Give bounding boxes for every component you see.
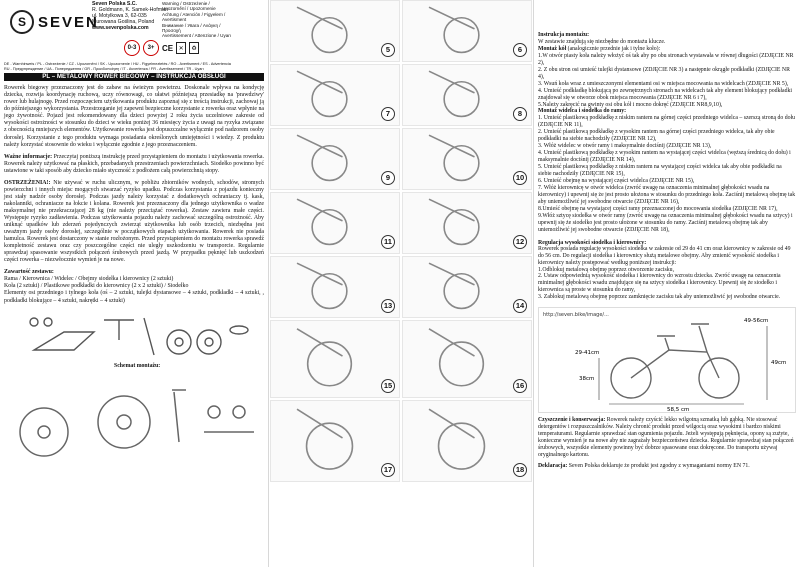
dim-seat-min: 38cm	[579, 376, 595, 383]
step-number: 11	[381, 235, 395, 249]
step-photo-16	[402, 320, 532, 398]
recycle-icon: ♻	[189, 42, 199, 54]
tools-note: W zestawie znajdują się niezbędne do montażu klucze.	[538, 38, 666, 45]
step-number: 17	[381, 463, 395, 477]
dim-seat-range: 29-41cm	[575, 350, 600, 357]
important-paragraph	[4, 154, 264, 175]
step-photo-9	[270, 128, 400, 190]
declaration-text: Seven Polska deklaruje że produkt jest zgodny z wymaganiami normy EN 71.	[568, 462, 750, 469]
step-illustration	[403, 65, 532, 127]
frame-step: 3. Włóż widelec w otwór ramy i maksymalnie dociśnij (ZDJĘCIE NR 13),	[538, 143, 712, 150]
step-photo-15	[270, 320, 400, 398]
step-illustration	[403, 1, 532, 63]
frame-step: 4. Umieść plastikową podkładkę z wysokim rantem na wystającej części widelca (węższą średnicą do dołu) i maksymalnie dociśnij (ZDJĘCIE NR 14),	[538, 150, 791, 164]
kit-paragraph	[4, 269, 264, 304]
certification-icons	[124, 40, 199, 56]
cleaning-paragraph	[538, 417, 796, 459]
company-owners: R. Goldmann, K. Samek-Hofman	[92, 7, 168, 13]
lang-line: Warning / Ostrzeżenie / Upozornění / Upozornenie	[162, 1, 216, 12]
step-photo-18	[402, 400, 532, 482]
step-photo-17	[270, 400, 400, 482]
kit-line: Rama / Kierownica / Widelec / Obejmy siodełka i kierownicy (2 sztuki)	[4, 276, 174, 283]
step-number: 13	[381, 299, 395, 313]
cleaning-label: Czyszczenie i konserwacja:	[538, 417, 606, 424]
company-web: www.sevenpolska.com	[92, 25, 149, 31]
frame-step: 1. Umieść plastikową podkładkę z niskim rantem na górnej części przedniego widelca – szerszą stroną do dołu (ZDJĘCIE NR 11),	[538, 115, 796, 129]
step-number: 10	[513, 171, 527, 185]
company-address: ul. Motylkowa 3, 62-035	[92, 13, 147, 19]
step-photo-8	[402, 64, 532, 126]
warning-text: Nie używać w ruchu ulicznym, w pobliżu zbiorników wodnych, schodów, stromych powierzchni i innych miejsc mogących stwarzać ryzyko upadku. Podczas korzystania z pojazdu konieczny jest stały nadzór osoby dorosłej. Podczas jazdy należy korzystać z dodatkowych ochraniaczy tj. kask, nakolanniki, ochraniacze na łokcie i kolana. Rowerek jest przeznaczony dla jednego użytkownika o wadze maksymalnej nie przekraczającej 28 kg (nie należy przeciążać rowerka). Zestaw zawiera małe części. Występuje ryzyko zadławienia. Podczas użytkowania pojazdu należy zachować szczególną ostrożność. Aby uniknąć upadków lub zderzeń pojedynczych zwierząt użytkownika lub osób trzecich, niezbędna jest uważnym jazdy osoby dorosłej, szczególnie w początkowych etapach użytkowania. Rowerek nie posiada hamulca. Rowerek jest dostarczony w stanie rozłożonym. Przed przystąpieniem do montażu rowerka sprawdź kompletność zestawu oraz czy poszczególne części nie uległy uszkodzeniu w transporcie. Regularnie sprawdzaj spasowanie wszystkich połączeń śrubowych przed jazdą. W przypadku pęknięć lub uszkodzeń części rowerka – niezwłocznie wymień je na nowe.	[4, 179, 264, 264]
dim-handle-range: 49-56cm	[744, 318, 769, 325]
step-illustration	[403, 193, 532, 255]
declaration-paragraph	[538, 463, 796, 470]
lang-line: Achtung / Atención / Figyelem / Avertisment	[162, 11, 226, 23]
parts-drawing	[4, 310, 264, 370]
wheels-heading	[538, 46, 796, 53]
step-illustration	[403, 257, 532, 319]
kit-line: Koła (2 sztuki) / Plastikowe podkładki do kierownicy (2 x 2 sztuki) / Siodełko	[4, 283, 189, 290]
step-photo-14	[402, 256, 532, 318]
step-number: 12	[513, 235, 527, 249]
important-text: Przeczytaj poniższą instrukcję przed przystąpieniem do montażu i użytkowania rowerka. Rowerek należy użytkować na płaskich, przebadanych przestrzeniach powierzchniach. Siodełko powinno być ustawione w taki sposób aby dziecko miało styczność z podłożem całą powierzchnią stopy.	[4, 153, 264, 174]
dim-height: 49cm	[771, 360, 787, 367]
dim-url: http://seven.bike/image/...	[543, 312, 609, 319]
dim-length: 58,5 cm	[667, 407, 690, 413]
company-city: Murowana Goślina, Poland	[92, 19, 155, 25]
warning-languages	[162, 1, 234, 39]
step-photo-7	[270, 64, 400, 126]
intro-paragraph: Rowerek biegowy przeznaczony jest do zabaw na świeżym powietrzu. Doskonale wpływa na kondycję dziecka, rozwija koordynację ruchową, uczy równowagi, co ułatwi późniejszą przesiadkę na 'prawdziwy' rower lub hulajnogę. Przed rozpoczęciem użytkowania produktu zapoznaj się z treścią instrukcji, zachowaj ją do późniejszego wykorzystania. Przestrzeganie jej zapewni bezpieczne korzystanie z rowerka oraz wpłynie na jego żywotność. Pojazd jest rekomendowany dla dzieci powyżej 2 roku życia uczelniowe zakresie od wysokości ostrożności w stosunku do dzieci w wieku poniżej 36 miesięcy życia z uwagi na ryzyka związane z obecnością mniejszych elementów. Użytkowanie rowerka jest dopuszczalne wyłącznie pod nadzorem osoby dorosłej. Korzystanie z tego produktu wymaga posiadania określonych umiejętności i wiedzy. Z produktu należy korzystać stosownie do wieku i wyłącznie zgodnie z jego przeznaczeniem.	[4, 85, 264, 148]
age-recommend-icon: 3+	[143, 40, 159, 56]
multilang-warning: DE - Warnhinweis / PL - Ostrzeżenie / CZ - Upozornění / SK - Upozornenie / HU - Figyelmeztetés / RO - Avertisment / ES - Advertencia	[4, 62, 231, 66]
dimension-diagram	[538, 307, 796, 413]
lang-line: Внимание / Увага / Ανάγκη / Προσοχή	[162, 22, 221, 34]
lang-line: Avertissement / Attenzione / Uyarı	[162, 33, 232, 39]
wheels-step: 3. Wsuń koła wraz z umieszczonymi elementami osi w miejsca mocowania na widelcach (ZDJĘCIE NR 5),	[538, 80, 789, 87]
brand-name: SEVEN	[38, 13, 99, 31]
bike-dimension-drawing	[539, 308, 795, 412]
wheels-label: Montaż kół	[538, 45, 567, 52]
step-illustration	[403, 129, 532, 191]
declaration-label: Deklaracja:	[538, 462, 568, 469]
scheme-label: Schemat montażu:	[114, 362, 161, 369]
age-warning-icon: 0-3	[124, 40, 140, 56]
step-photo-5	[270, 0, 400, 62]
step-photo-6	[402, 0, 532, 62]
step-number: 8	[513, 107, 527, 121]
wheels-step: 1.W otwór piasty koła należy włożyć oś tak aby po obu stronach wystawała w równej długości (ZDJĘCIE NR 2),	[538, 52, 794, 66]
parts-illustration	[4, 310, 264, 369]
step-photo-10	[402, 128, 532, 190]
height-step: 1.Odblokuj metalową obejmę poprzez otworzenie zacisku,	[538, 266, 675, 273]
wheels-step: 2. Z obu stron osi umieść tulejki dystansowe (ZDJĘCIE NR 3) a następnie okrągłe podkładki (ZDJĘCIE NR 4),	[538, 66, 790, 80]
frame-step: 2. Umieść plastikową podkładkę z wysokim rantem na górnej części przedniego widelca, tak aby obie podkładki na siebie nachodziły (ZDJĘCIE NR 12),	[538, 129, 775, 143]
seven-logo-icon: S	[10, 10, 34, 34]
frame-step: 8.Umieść obejmę na wystającej części ramy przeznaczonej do mocowania siodełka (ZDJĘCIE NR 17),	[538, 205, 778, 212]
step-number: 18	[513, 463, 527, 477]
frame-heading: Montaż widelca i siodełka do ramy:	[538, 108, 627, 115]
header	[4, 0, 264, 62]
cleaning-text: Rowerek należy czyścić lekko wilgotną szmatką lub gąbką. Nie stosować detergentów i rozpuszczalników. Należy chronić produkt przed wilgocią oraz wysokimi i bardzo niskimi temperaturami. Regularnie sprawdzać stan ogumienia pojazdu. Jeżeli występują pęknięcia, opony są zużyte, konieczne wymień je na nowe aby nie zagrażały bezpieczeństwu dziecka. Regularnie sprawdzaj stan połączeń śrubowych, wszystkie elementy powinny być dobrze spasowane oraz dokręcone. Do transportu używaj oryginalnego kartonu.	[538, 417, 794, 459]
step-photo-13	[270, 256, 400, 318]
step-number: 9	[381, 171, 395, 185]
frame-step: 9.Włóż sztycę siodełka w otwór ramy (zwróć uwagę na oznaczenia minimalnej głębokości wsadu na sztycy) i upewnij się że siodełko jest prosto ułożone w stosunku do ramy. Zaciśnij metalową obejmę tak aby uniemożliwić jej swobodne otwarcie (ZDJĘCIE NR 18),	[538, 212, 793, 233]
ce-mark-icon: CE	[162, 43, 174, 53]
scheme-drawing	[4, 372, 264, 462]
frame-step: 6. Umieść obejmę na wystającej części widelca (ZDJĘCIE NR 15),	[538, 178, 695, 185]
step-number: 14	[513, 299, 527, 313]
height-heading: Regulacja wysokości siodełka i kierownicy:	[538, 239, 647, 246]
warning-paragraph	[4, 180, 264, 265]
step-number: 7	[381, 107, 395, 121]
assembly-heading: Instrukcja montażu:	[538, 32, 590, 38]
step-photo-12	[402, 192, 532, 254]
wheels-hint: (analogicznie przednie jak i tylne koło):	[567, 45, 661, 52]
kit-line: Elementy osi przedniego i tylnego koła (oś – 2 sztuki, tulejki dystansowe – 4 sztuki, podkładki – 4 sztuki, , podkładki blokujące – 4 sztuki, nakrętki – 4 sztuki)	[4, 290, 264, 304]
important-label: Ważne informacje:	[4, 153, 53, 160]
frame-step: 5. Umieść plastikową podkładkę z niskim rantem na wystającej części widelca tak aby obie podkładki na siebie nachodziły (ZDJĘCIE NR 15),	[538, 164, 782, 178]
assembly-scheme	[4, 372, 264, 462]
recycle-bin-icon: ✕	[176, 42, 186, 54]
multilang-warning: RU - Предупреждение / UA - Попередження / GR - Προειδοποίηση / IT - Avvertenza / FR - Avertissement / TR - Uyarı	[4, 66, 204, 71]
right-column	[534, 0, 802, 567]
height-step: 2. Ustaw odpowiednią wysokość siodełka i kierownicy do wzrostu dziecka. Zwróć uwagę na oznaczenia minimalnej głębokości wsadu znajdujące się na sztycy siodełka i kierownicy. Upewnij się że siodełko i kierownica są proste w stosunku do ramy,	[538, 273, 781, 294]
step-number: 15	[381, 379, 395, 393]
kit-label: Zawartość zestawu:	[4, 269, 54, 276]
step-number: 5	[381, 43, 395, 57]
height-text: Rowerek posiada regulację wysokości siodełka w zakresie od 29 do 41 cm oraz kierownicy w zakresie od 49 do 56 cm. Do regulacji siodełka i kierownicy służą metalowe obejmy. Aby zmienić wysokość siodełka i kierownicy należy postępować według poniższej instrukcji:	[538, 245, 791, 266]
step-number: 16	[513, 379, 527, 393]
wheels-step: 4. Umieść podkładkę blokującą po zewnętrznych stronach na widelcach tak aby element blokujący podkładki znajdował się w otworze obok miejsca mocowania (ZDJĘCIE NR 6 i 7),	[538, 87, 793, 101]
warning-label: OSTRZEŻENIA!:	[4, 179, 51, 186]
steps-column	[270, 0, 532, 567]
company-info	[92, 1, 168, 31]
frame-step: 7. Włóż kierownicę w otwór widelca (zwróć uwagę na oznaczenia minimalnej głębokości wsadu na kierownicy) i upewnij się że jest prosto ułożona w stosunku do przedniego koła. Zaciśnij metalową obejmę tak aby uniemożliwić jej swobodne otwarcie (ZDJĘCIE NR 16),	[538, 184, 796, 205]
company-name: Seven Polska S.C.	[92, 1, 137, 7]
wheels-step: 5.Należy zakręcić na gwinty osi obu kół i mocno dokręć (ZDJĘCIE NR8,9,10),	[538, 101, 723, 108]
step-photo-11	[270, 192, 400, 254]
left-column	[0, 0, 268, 567]
document-title: PL – METALOWY ROWER BIEGOWY – INSTRUKCJA OBSŁUGI	[4, 73, 264, 81]
height-step: 3. Zablokuj metalową obejmę poprzez zamknięcie zacisku tak aby uniemożliwić jej swobodne otwarcie.	[538, 294, 781, 301]
brand-logo	[10, 10, 99, 34]
step-number: 6	[513, 43, 527, 57]
